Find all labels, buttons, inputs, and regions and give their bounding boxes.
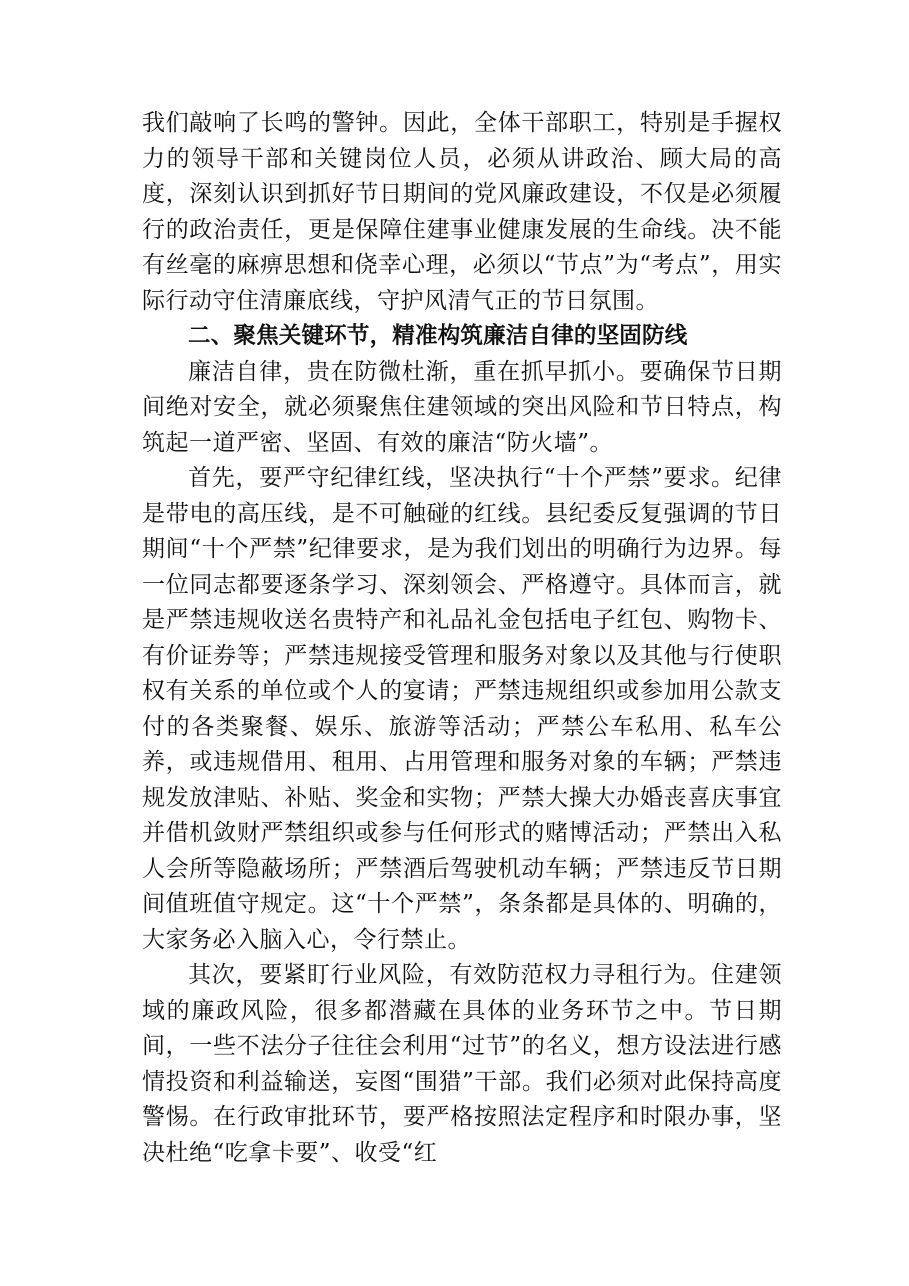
paragraph-integrity-intro: 廉洁自律，贵在防微杜渐，重在抓早抓小。要确保节日期间绝对安全，就必须聚焦住建领域的突出风险和节日特点，构筑起一道严密、坚固、有效的廉洁“防火墙”。 <box>142 358 782 456</box>
paragraph-continuation: 我们敲响了长鸣的警钟。因此，全体干部职工，特别是手握权力的领导干部和关键岗位人员，必须从讲政治、顾大局的高度，深刻认识到抓好节日期间的党风廉政建设，不仅是必须履行的政治责任，更是保障住建事业健康发展的生命线。决不能有丝毫的麻痹思想和侥幸心理，必须以“节点”为“考点”，用实际行动守住清廉底线，守护风清气正的节日氛围。 <box>142 110 782 314</box>
paragraph-discipline-red-line: 首先，要严守纪律红线，坚决执行“十个严禁”要求。纪律是带电的高压线，是不可触碰的红线。县纪委反复强调的节日期间“十个严禁”纪律要求，是为我们划出的明确行为边界。每一位同志都要逐条学习、深刻领会、严格遵守。具体而言，就是严禁违规收送名贵特产和礼品礼金包括电子红包、购物卡、有价证券等；严禁违规接受管理和服务对象以及其他与行使职权有关系的单位或个人的宴请；严禁违规组织或参加用公款支付的各类聚餐、娱乐、旅游等活动；严禁公车私用、私车公养，或违规借用、租用、占用管理和服务对象的车辆；严禁违规发放津贴、补贴、奖金和实物；严禁大操大办婚丧喜庆事宜并借机敛财严禁组织或参与任何形式的赌博活动；严禁出入私人会所等隐蔽场所；严禁酒后驾驶机动车辆；严禁违反节日期间值班值守规定。这“十个严禁”，条条都是具体的、明确的，大家务必入脑入心，令行禁止。 <box>142 465 782 953</box>
document-body <box>142 106 782 1171</box>
section-heading-2: 二、聚焦关键环节，精准构筑廉洁自律的坚固防线 <box>188 323 688 349</box>
paragraph-industry-risk: 其次，要紧盯行业风险，有效防范权力寻租行为。住建领域的廉政风险，很多都潜藏在具体的业务环节之中。节日期间，一些不法分子往往会利用“过节”的名义，想方设法进行感情投资和利益输送，妄图“围猎”干部。我们必须对此保持高度警惕。在行政审批环节，要严格按照法定程序和时限办事，坚决杜绝“吃拿卡要”、收受“红 <box>142 962 782 1166</box>
